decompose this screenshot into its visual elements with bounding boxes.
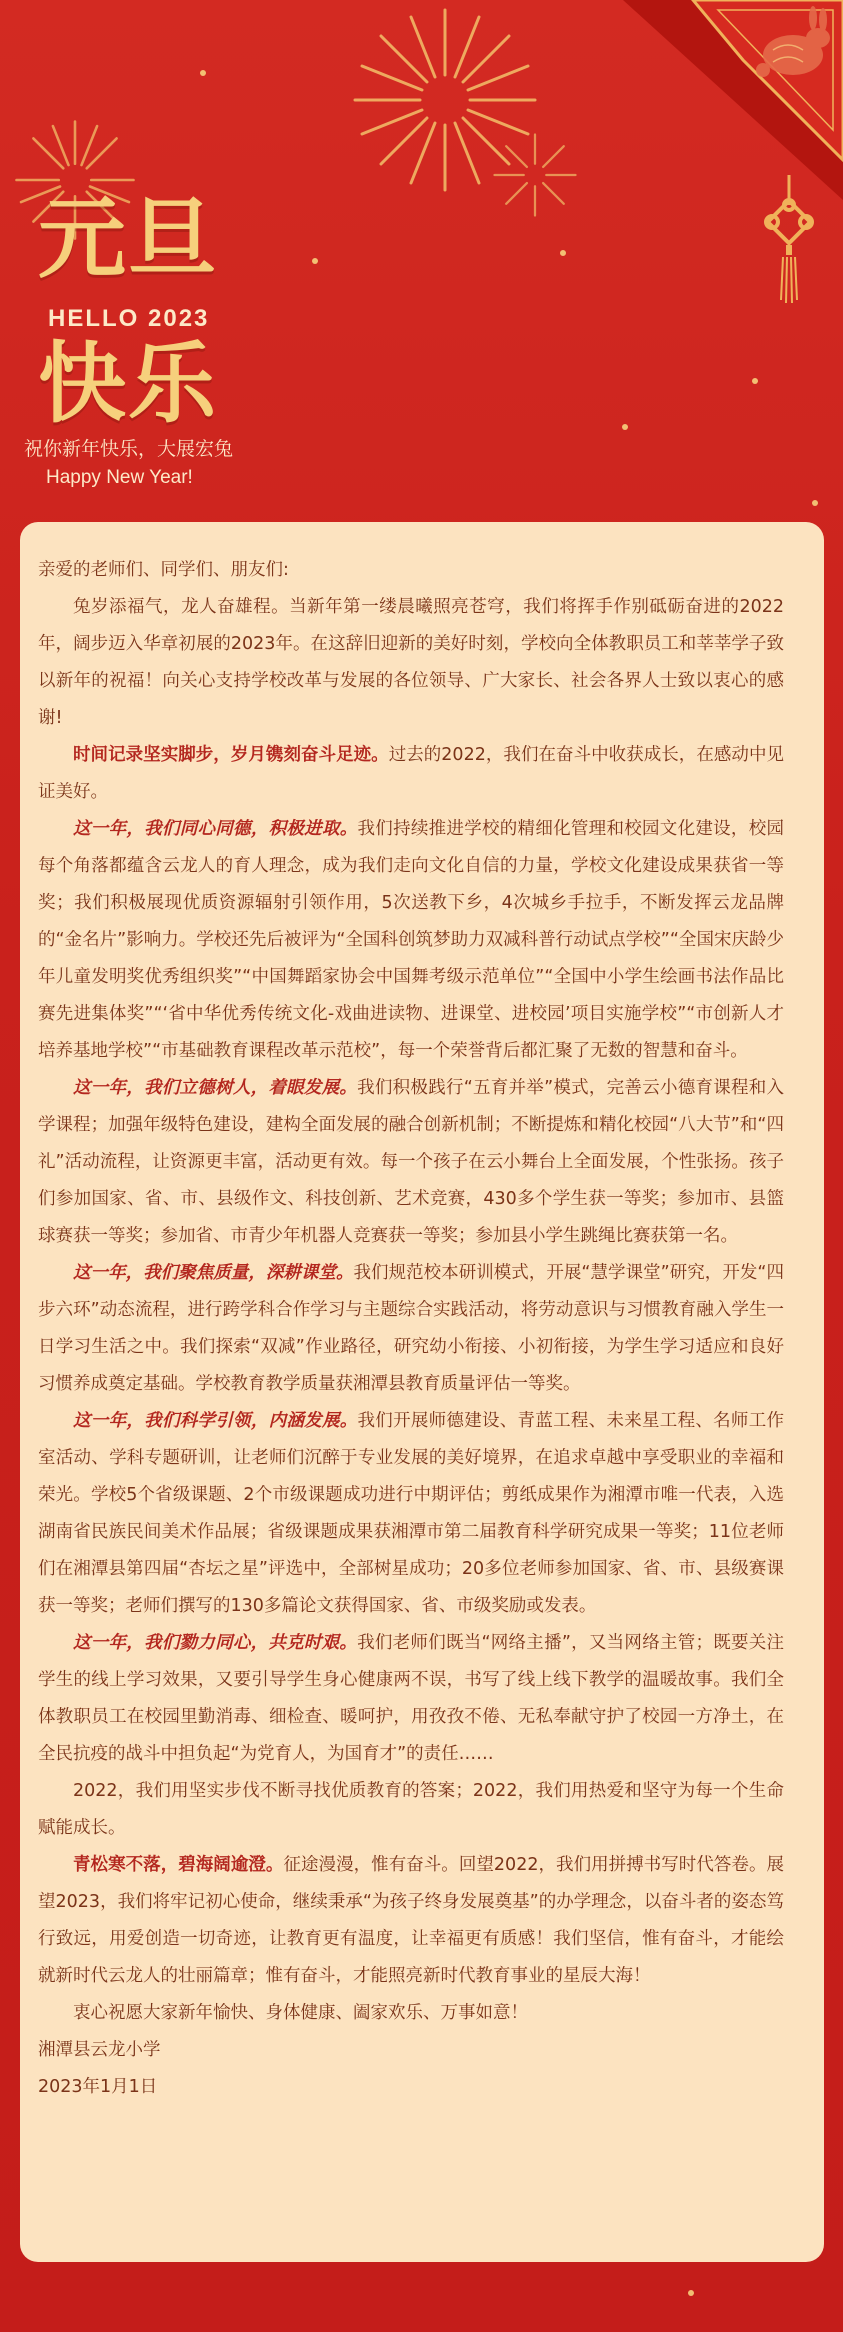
letter-paragraph [38,1403,784,1625]
letter-paragraph: 2022，我们用坚实步伐不断寻找优质教育的答案；2022，我们用热爱和坚守为每一个生命赋能成长。 [38,1781,784,1838]
paragraph-text: 征途漫漫，惟有奋斗。回望2022，我们用拼搏书写时代答卷。展望2023，我们将牢记初心使命，继续秉承“为孩子终身发展奠基”的办学理念，以奋斗者的姿态笃行致远，用爱创造一切奇迹，让教育更有温度，让幸福更有质感！我们坚信，惟有奋斗，才能绘就新时代云龙人的壮丽篇章；惟有奋斗，才能照亮新时代教育事业的星辰大海！ [38,1855,784,1986]
confetti-dot [560,250,566,256]
confetti-dot [688,2290,694,2296]
paragraph-text: 我们老师们既当“网络主播”，又当网络主管；既要关注学生的线上学习效果，又要引导学生身心健康两不误，书写了线上线下教学的温暖故事。我们全体教职员工在校园里勤消毒、细检查、暖呵护，用孜孜不倦、无私奉献守护了校园一方净土，在全民抗疫的战斗中担负起“为党育人，为国育才”的责任…… [38,1633,785,1764]
paragraph-text: 我们开展师德建设、青蓝工程、未来星工程、名师工作室活动、学科专题研训，让老师们沉醉于专业发展的美好境界，在追求卓越中享受职业的幸福和荣光。学校5个省级课题、2个市级课题成功进行中期评估；剪纸成果作为湘潭市唯一代表，入选湖南省民族民间美术作品展；省级课题成果获湘潭市第二届教育科学研究成果一等奖；11位老师们在湘潭县第四届“杏坛之星”评选中，全部树星成功；20多位老师参加国家、省、市、县级赛课获一等奖；老师们撰写的130多篇论文获得国家、省、市级奖励或发表。 [38,1411,785,1616]
letter-paragraph [38,1070,784,1255]
letter-paragraph [38,737,784,811]
title-yuandan: 元旦 [38,187,219,290]
confetti-dot [312,258,318,264]
signature-date: 2023年1月1日 [38,2077,158,2097]
letter-paragraph: 衷心祝愿大家新年愉快、身体健康、阖家欢乐、万事如意！ [73,2003,528,2023]
letter-paragraph: 兔岁添福气，龙人奋雄程。当新年第一缕晨曦照亮苍穹，我们将挥手作别砥砺奋进的2022年，阔步迈入华章初展的2023年。在这辞旧迎新的美好时刻，学校向全体教职员工和莘莘学子致以新年的祝福！向关心支持学校改革与发展的各位领导、广大家长、社会各界人士致以衷心的感谢! [38,597,784,728]
paragraph-text: 我们持续推进学校的精细化管理和校园文化建设，校园每个角落都蕴含云龙人的育人理念，成为我们走向文化自信的力量，学校文化建设成果获省一等奖；我们积极展现优质资源辐射引领作用，5次送教下乡，4次城乡手拉手，不断发挥云龙品牌的“金名片”影响力。学校还先后被评为“全国科创筑梦助力双减科普行动试点学校”“全国宋庆龄少年儿童发明奖优秀组织奖”“中国舞蹈家协会中国舞考级示范单位”“全国中小学生绘画书法作品比赛先进集体奖”“‘省中华优秀传统文化-戏曲进读物、进课堂、进校园’项目实施学校”“市创新人才培养基地学校”“市基础教育课程改革示范校”，每一个荣誉背后都汇聚了无数的智慧和奋斗。 [38,819,785,1061]
paragraph-lead: 这一年，我们同心同德，积极进取。 [73,819,358,839]
header-banner [0,0,843,520]
wish-chinese: 祝你新年快乐，大展宏兔 [24,438,234,460]
paragraph-lead: 这一年，我们勠力同心，共克时艰。 [73,1633,358,1653]
letter-greeting: 亲爱的老师们、同学们、朋友们: [38,560,289,580]
title-kuaile: 快乐 [38,332,219,435]
confetti-dot [622,424,628,430]
rabbit-papercut-icon [623,0,843,200]
paragraph-text: 我们积极践行“五育并举”模式，完善云小德育课程和入学课程；加强年级特色建设，建构全面发展的融合创新机制；不断提炼和精化校园“八大节”和“四礼”活动流程，让资源更丰富，活动更有效。每一个孩子在云小舞台上全面发展，个性张扬。孩子们参加国家、省、市、县级作文、科技创新、艺术竞赛，430多个学生获一等奖；参加市、县篮球赛获一等奖；参加省、市青少年机器人竞赛获一等奖；参加县小学生跳绳比赛获第一名。 [38,1078,785,1246]
wish-english: Happy New Year! [46,467,193,488]
chinese-knot-icon [759,175,819,315]
confetti-dot [200,70,206,76]
letter-card [20,522,824,2262]
paragraph-lead: 时间记录坚实脚步，岁月镌刻奋斗足迹。 [73,745,389,765]
hello-2023-text: HELLO 2023 [48,305,210,332]
letter-paragraph [38,1625,784,1773]
paragraph-lead: 这一年，我们科学引领，内涵发展。 [73,1411,358,1431]
confetti-dot [752,378,758,384]
confetti-dot [812,500,818,506]
paragraph-text: 过去的2022，我们在奋斗中收获成长，在感动中见证美好。 [38,745,784,802]
letter-paragraph [38,1255,784,1403]
paragraph-lead: 这一年，我们立德树人，着眼发展。 [73,1078,358,1098]
paragraph-lead: 青松寒不落，碧海阔逾澄。 [73,1855,284,1875]
paragraph-lead: 这一年，我们聚焦质量，深耕课堂。 [73,1263,354,1283]
signature-school: 湘潭县云龙小学 [38,2040,161,2060]
letter-paragraph [38,811,784,1070]
letter-paragraph [38,1847,784,1995]
paragraph-text: 我们规范校本研训模式，开展“慧学课堂”研究，开发“四步六环”动态流程，进行跨学科合作学习与主题综合实践活动，将劳动意识与习惯教育融入学生一日学习生活之中。我们探索“双减”作业路径，研究幼小衔接、小初衔接，为学生学习适应和良好习惯养成奠定基础。学校教育教学质量获湘潭县教育质量评估一等奖。 [38,1263,785,1394]
firework-icon [490,130,580,220]
